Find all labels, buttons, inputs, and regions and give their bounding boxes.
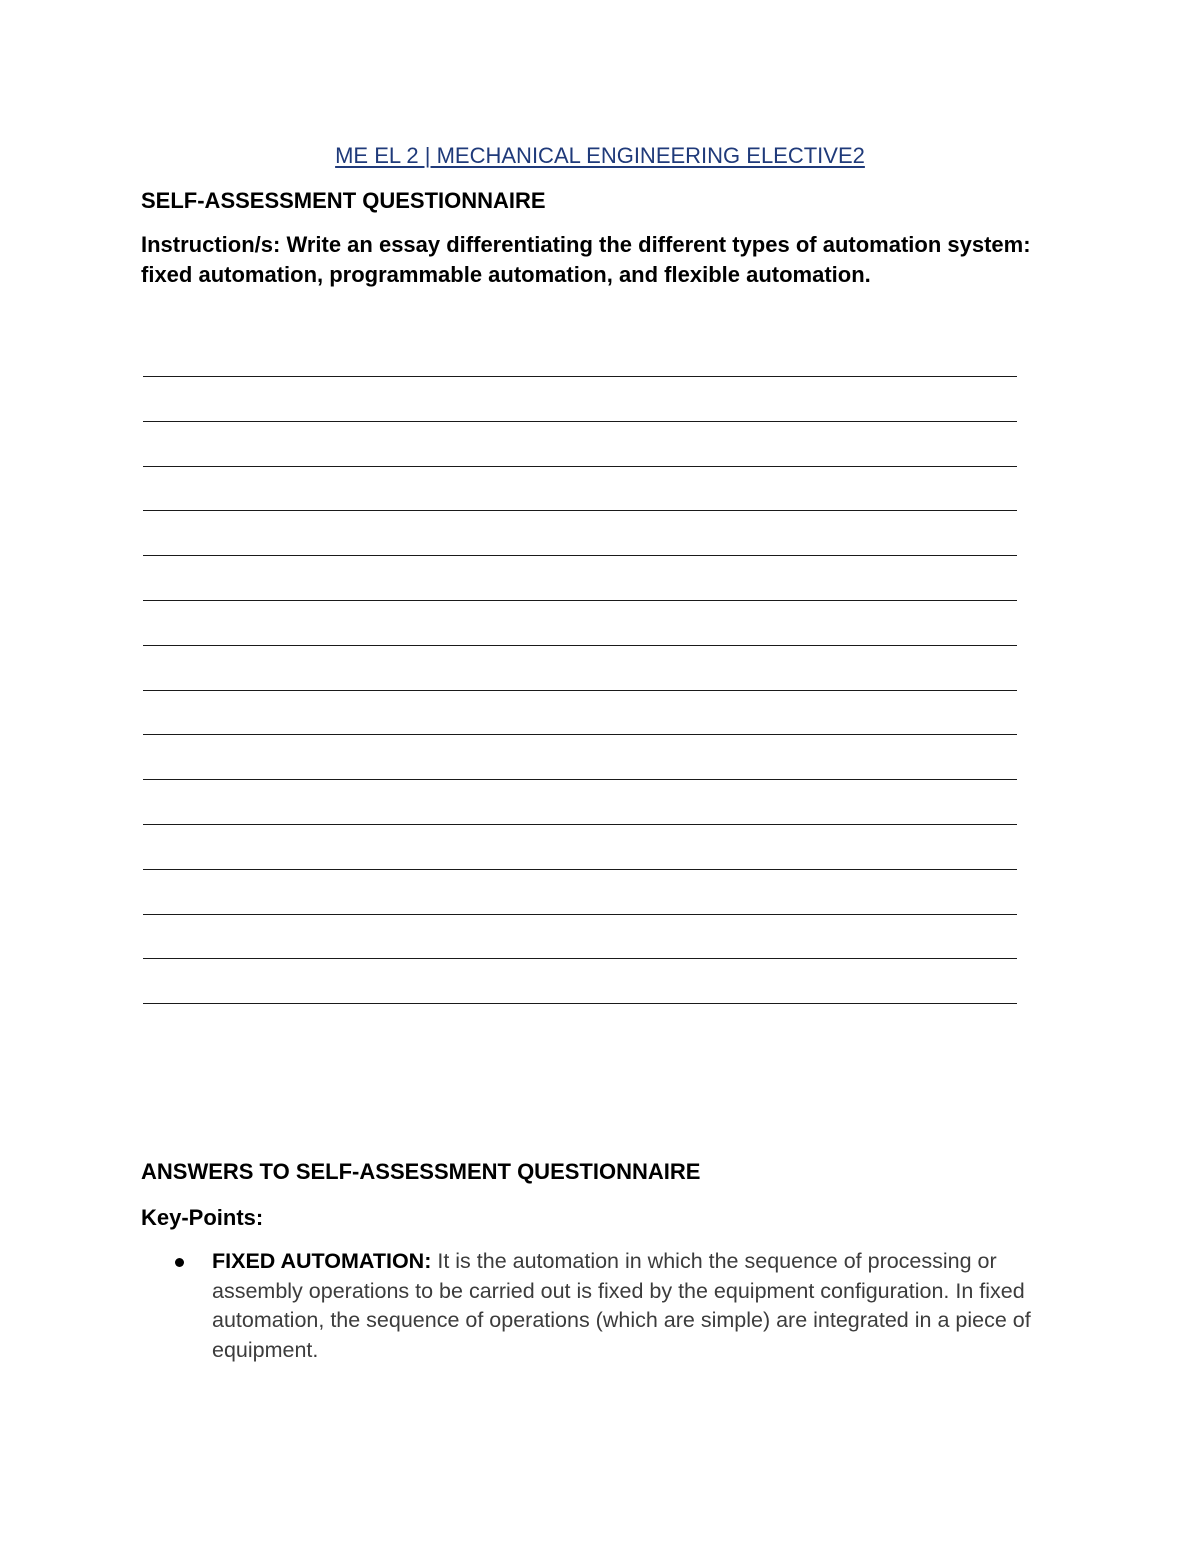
answer-blank-line [143, 690, 1017, 691]
instruction-label: Instruction/s: [141, 232, 281, 257]
answer-blank-line [143, 1003, 1017, 1004]
answer-blank-line [143, 600, 1017, 601]
answer-blank-line [143, 869, 1017, 870]
keypoint-text: It is the automation in which the sequence of processing or assembly operations to be carried out is fixed by the equipment configuration. In fixed automation, the sequence of operations (which are simple) are integrated in a piece of equipment. [212, 1249, 1031, 1362]
answer-blank-line [143, 421, 1017, 422]
answers-heading: ANSWERS TO SELF-ASSESSMENT QUESTIONNAIRE [141, 1159, 701, 1184]
keypoints-label: Key-Points: [141, 1205, 264, 1230]
answer-blank-line [143, 958, 1017, 959]
answer-blank-line [143, 734, 1017, 735]
answer-blank-line [143, 466, 1017, 467]
questionnaire-heading: SELF-ASSESSMENT QUESTIONNAIRE [141, 188, 546, 213]
instructions [141, 230, 1041, 290]
answer-blank-line [143, 510, 1017, 511]
keypoint-term: FIXED AUTOMATION: [212, 1249, 432, 1273]
answer-blank-line [143, 645, 1017, 646]
answer-blank-line [143, 914, 1017, 915]
course-header [0, 140, 1200, 172]
keypoints-list [141, 1247, 1071, 1365]
answer-blank-line [143, 555, 1017, 556]
instruction-text: Write an essay differentiating the different types of automation system: fixed automation, programmable automation, and flexible automation. [141, 232, 1031, 287]
keypoint-item [141, 1247, 1071, 1365]
answer-blank-line [143, 376, 1017, 377]
bullet-icon [175, 1258, 184, 1267]
answer-blank-line [143, 824, 1017, 825]
answer-blank-line [143, 779, 1017, 780]
course-title: ME EL 2 | MECHANICAL ENGINEERING ELECTIVE2 [335, 143, 865, 168]
